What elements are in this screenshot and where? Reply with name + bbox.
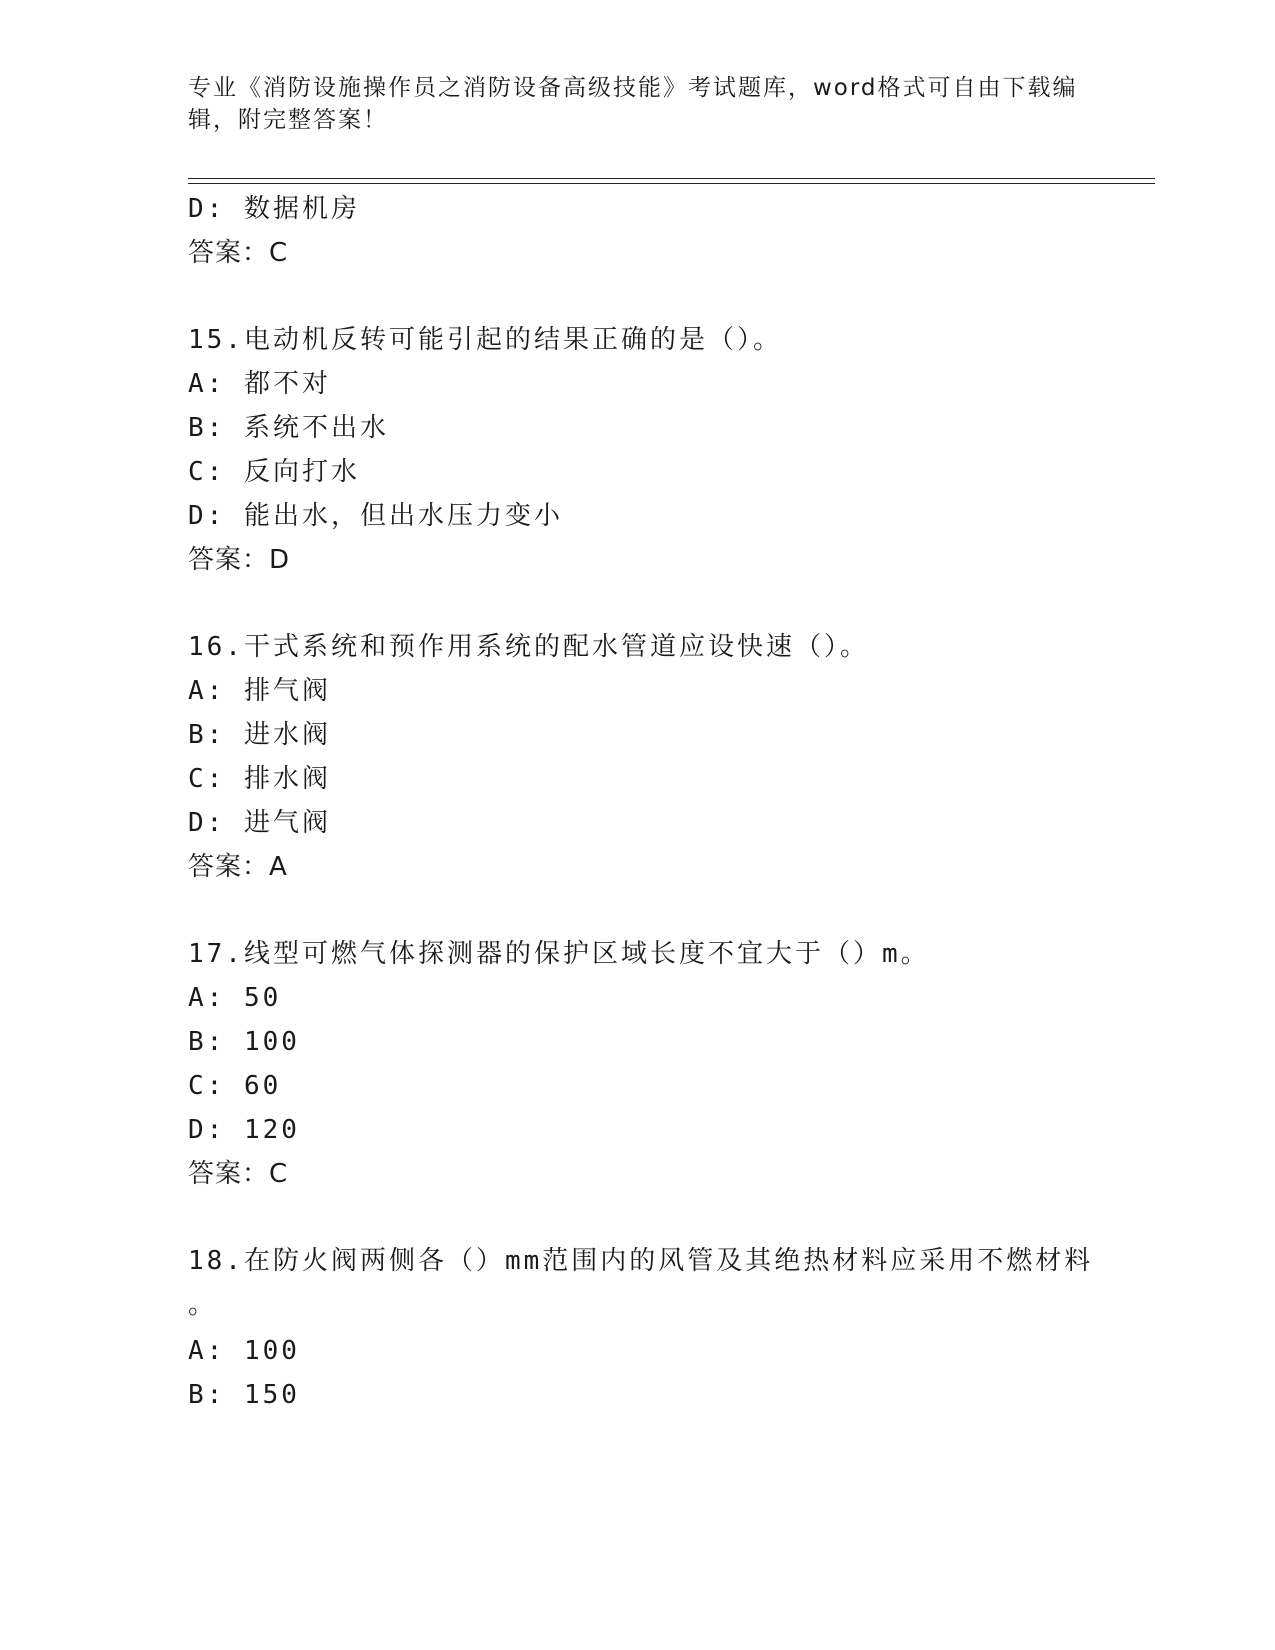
option-b: B: 系统不出水 [188,413,389,443]
document-header [188,72,1088,136]
header-line-2: 辑，附完整答案！ [188,107,388,133]
option-c: C: 60 [188,1071,282,1101]
option-d: D: 120 [188,1115,300,1145]
answer-line: 答案：C [188,1159,289,1189]
answer-line: 答案：A [188,852,288,882]
answer-line: 答案：D [188,545,291,575]
answer-line: 答案：C [188,238,289,268]
option-d: D: 数据机房 [188,194,360,224]
option-b: B: 进水阀 [188,720,331,750]
option-b: B: 100 [188,1027,300,1057]
option-a: A: 都不对 [188,369,331,399]
option-d: D: 进气阀 [188,808,331,838]
option-d: D: 能出水，但出水压力变小 [188,501,563,531]
question-18: 18.在防火阀两侧各（）mm范围内的风管及其绝热材料应采用不燃材料 [188,1246,1094,1276]
question-15: 15.电动机反转可能引起的结果正确的是（）。 [188,325,782,355]
question-18-continuation: 。 [188,1290,218,1320]
option-a: A: 50 [188,983,282,1013]
question-17: 17.线型可燃气体探测器的保护区域长度不宜大于（）m。 [188,939,930,969]
header-divider-top [188,178,1155,179]
option-c: C: 排水阀 [188,764,331,794]
header-divider-bottom [188,183,1155,184]
option-a: A: 排气阀 [188,676,331,706]
header-line-1: 专业《消防设施操作员之消防设备高级技能》考试题库，word格式可自由下载编 [188,75,1078,101]
option-b: B: 150 [188,1380,300,1410]
option-c: C: 反向打水 [188,457,360,487]
question-16: 16.干式系统和预作用系统的配水管道应设快速（）。 [188,632,869,662]
option-a: A: 100 [188,1336,300,1366]
